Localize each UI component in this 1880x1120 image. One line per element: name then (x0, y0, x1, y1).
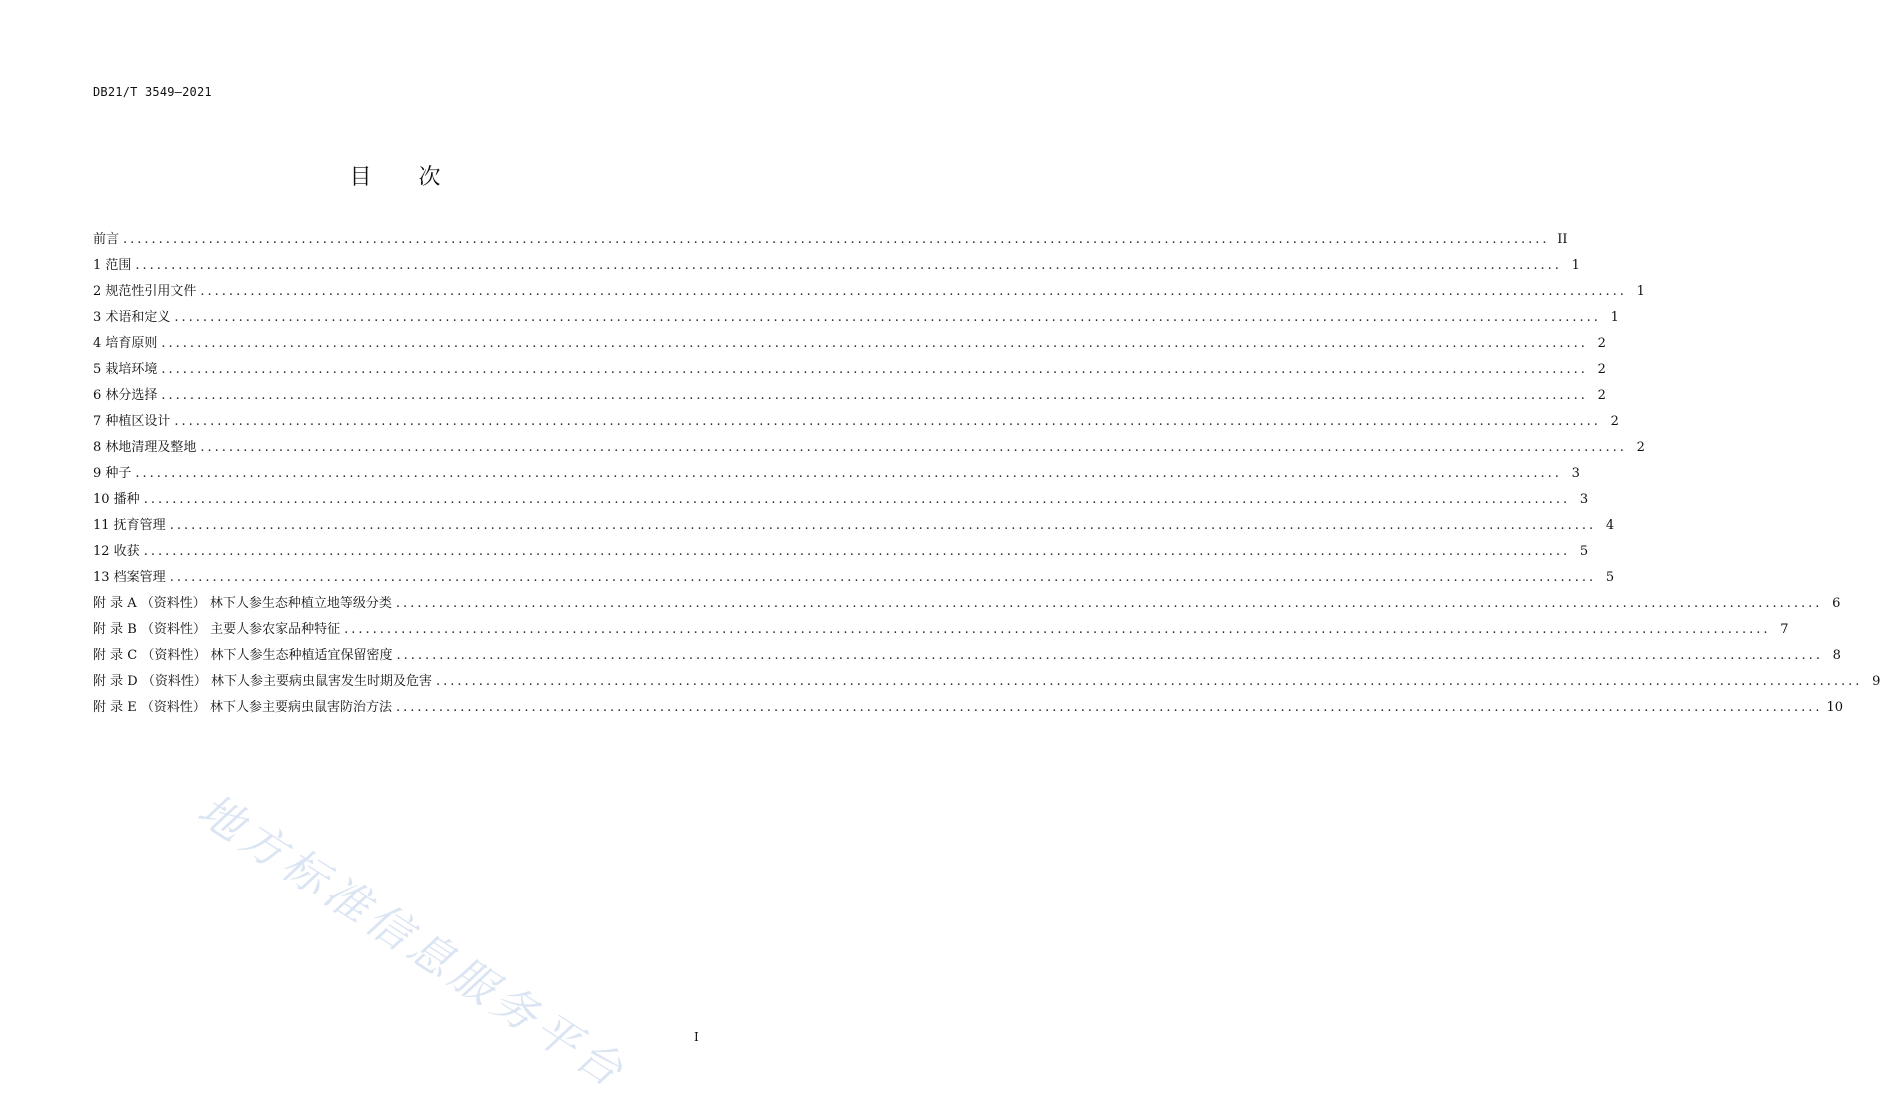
toc-entry-label: 9 种子 (93, 466, 132, 481)
toc-leader-dots: ........................................................................................................................................................................................................ (396, 648, 1823, 663)
toc-entry[interactable] (93, 254, 1580, 280)
toc-entry[interactable] (93, 488, 1589, 514)
toc-entry-page: 5 (1605, 570, 1615, 585)
toc-entry[interactable] (93, 540, 1589, 566)
toc-title: 目 次 (349, 165, 443, 190)
toc-entry[interactable] (93, 462, 1580, 488)
toc-entry[interactable] (93, 332, 1606, 358)
page-number: I (694, 1030, 699, 1044)
watermark: 地方标准信息服务平台 (188, 784, 636, 1100)
toc-leader-dots: ........................................................................................................................................................................................................ (200, 440, 1627, 455)
toc-entry-page: 3 (1571, 466, 1580, 481)
toc-entry[interactable] (93, 384, 1606, 410)
toc-leader-dots: ........................................................................................................................................................................................................ (143, 544, 1571, 559)
toc-entry-page: 2 (1610, 414, 1619, 429)
toc-entry-page: 4 (1605, 518, 1615, 533)
toc-entry[interactable] (93, 644, 1841, 670)
toc-entry-label: 附 录 E （资料性） 林下人参主要病虫鼠害防治方法 (93, 700, 393, 715)
toc-entry-page: 2 (1636, 440, 1645, 455)
toc-entry-label: 附 录 B （资料性） 主要人参农家品种特征 (93, 622, 341, 637)
toc-entry-page: 3 (1579, 492, 1589, 507)
toc-entry-page: 6 (1832, 596, 1841, 611)
toc-entry-label: 12 收获 (93, 544, 140, 559)
toc-entry-label: 附 录 C （资料性） 林下人参生态种植适宜保留密度 (93, 648, 393, 663)
toc-entry[interactable] (93, 618, 1789, 644)
toc-entry[interactable] (93, 566, 1615, 592)
toc-leader-dots: ........................................................................................................................................................................................................ (395, 596, 1823, 611)
toc-entry-page: 1 (1636, 284, 1645, 299)
toc-entry-page: 1 (1571, 258, 1580, 273)
toc-entry-page: 2 (1597, 336, 1606, 351)
toc-entry-label: 7 种植区设计 (93, 414, 171, 429)
toc-entry-page: 8 (1832, 648, 1841, 663)
toc-entry[interactable] (93, 228, 1568, 254)
toc-entry-label: 6 林分选择 (93, 388, 158, 403)
toc-leader-dots: ........................................................................................................................................................................................................ (161, 336, 1588, 351)
toc-entry-label: 附 录 A （资料性） 林下人参生态种植立地等级分类 (93, 596, 392, 611)
toc-entry[interactable] (93, 358, 1606, 384)
toc-leader-dots: ........................................................................................................................................................................................................ (143, 492, 1571, 507)
toc-leader-dots: ........................................................................................................................................................................................................ (123, 232, 1550, 247)
toc-leader-dots: ........................................................................................................................................................................................................ (200, 284, 1627, 299)
document-code: DB21/T 3549—2021 (93, 85, 212, 99)
toc-entry-label: 11 抚育管理 (93, 518, 166, 533)
toc-entry-page: 5 (1579, 544, 1589, 559)
toc-entry-label: 2 规范性引用文件 (93, 284, 197, 299)
toc-entry-page: 2 (1597, 362, 1606, 377)
toc-entry[interactable] (93, 436, 1645, 462)
toc-entry-label: 10 播种 (93, 492, 140, 507)
toc-entry[interactable] (93, 410, 1619, 436)
toc-entry[interactable] (93, 280, 1645, 306)
toc-leader-dots: ........................................................................................................................................................................................................ (174, 414, 1601, 429)
toc-entry-page: 9 (1872, 674, 1880, 689)
toc-leader-dots: ........................................................................................................................................................................................................ (174, 310, 1601, 325)
toc-entry[interactable] (93, 592, 1841, 618)
toc-leader-dots: ........................................................................................................................................................................................................ (435, 674, 1863, 689)
toc-entry[interactable] (93, 306, 1619, 332)
toc-leader-dots: ........................................................................................................................................................................................................ (396, 700, 1823, 715)
toc-leader-dots: ........................................................................................................................................................................................................ (169, 570, 1597, 585)
toc-list (93, 228, 1880, 722)
toc-entry[interactable] (93, 696, 1844, 722)
toc-entry-label: 13 档案管理 (93, 570, 166, 585)
toc-entry-page: 10 (1826, 700, 1844, 715)
toc-entry-label: 前言 (93, 232, 120, 247)
toc-entry-label: 附 录 D （资料性） 林下人参主要病虫鼠害发生时期及危害 (93, 674, 432, 689)
toc-entry-label: 8 林地清理及整地 (93, 440, 197, 455)
toc-leader-dots: ........................................................................................................................................................................................................ (344, 622, 1771, 637)
toc-entry-label: 5 栽培环境 (93, 362, 158, 377)
toc-entry-page: 1 (1610, 310, 1619, 325)
toc-entry-page: 7 (1780, 622, 1789, 637)
toc-entry-page: II (1557, 232, 1568, 247)
toc-entry[interactable] (93, 514, 1615, 540)
toc-leader-dots: ........................................................................................................................................................................................................ (135, 466, 1562, 481)
toc-entry-page: 2 (1597, 388, 1606, 403)
toc-entry-label: 1 范围 (93, 258, 132, 273)
toc-entry-label: 3 术语和定义 (93, 310, 171, 325)
toc-leader-dots: ........................................................................................................................................................................................................ (169, 518, 1597, 533)
toc-leader-dots: ........................................................................................................................................................................................................ (161, 388, 1588, 403)
toc-entry-label: 4 培育原则 (93, 336, 158, 351)
toc-entry[interactable] (93, 670, 1880, 696)
toc-leader-dots: ........................................................................................................................................................................................................ (135, 258, 1562, 273)
toc-leader-dots: ........................................................................................................................................................................................................ (161, 362, 1588, 377)
